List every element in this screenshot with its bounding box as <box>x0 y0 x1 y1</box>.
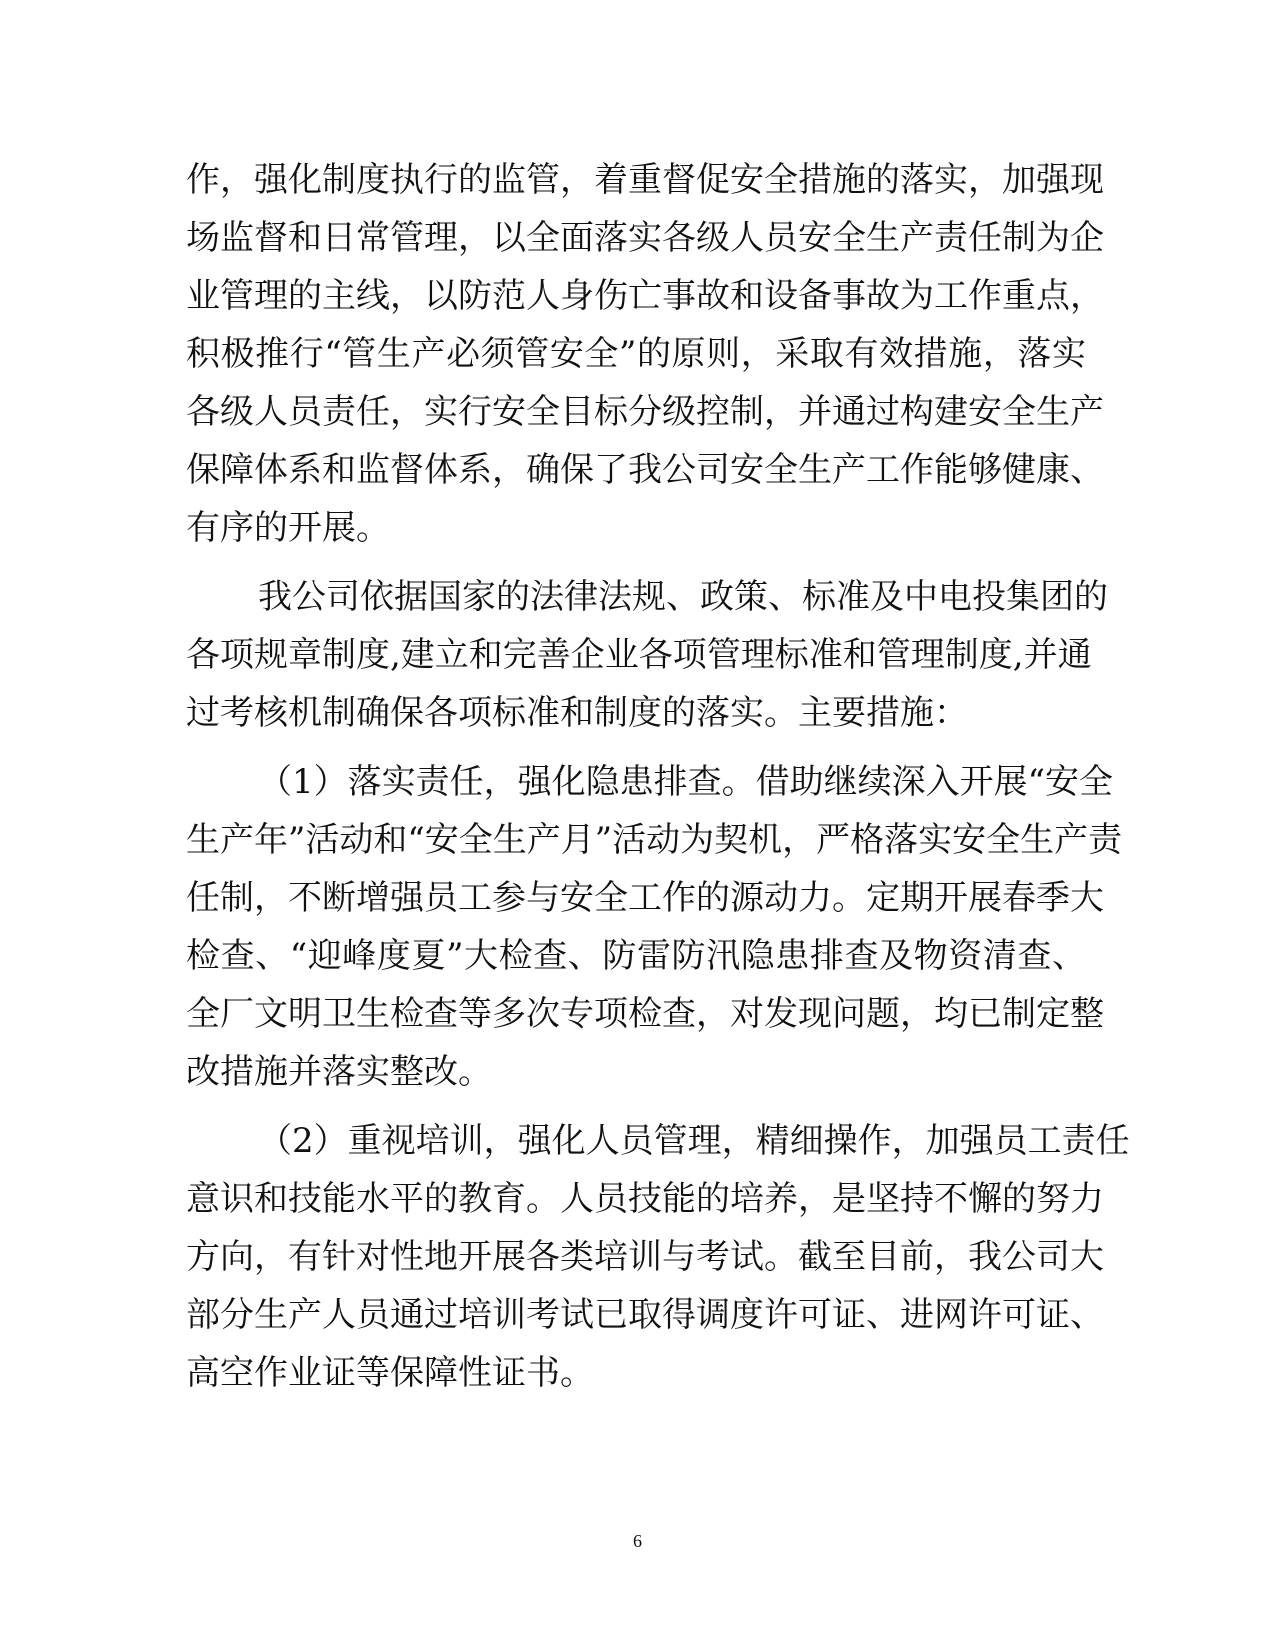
text-line: 意识和技能水平的教育。人员技能的培养，是坚持不懈的努力 <box>186 1179 1104 1219</box>
text-line: （2）重视培训，强化人员管理，精细操作，加强员工责任 <box>258 1121 1130 1161</box>
text-line: 业管理的主线，以防范人身伤亡事故和设备事故为工作重点， <box>186 276 1104 316</box>
text-line: 积极推行“管生产必须管安全”的原则，采取有效措施，落实 <box>186 334 1086 374</box>
page-number: 6 <box>633 1531 642 1551</box>
text-line: 高空作业证等保障性证书。 <box>186 1353 594 1393</box>
text-line: 全厂文明卫生检查等多次专项检查，对发现问题，均已制定整 <box>186 994 1104 1034</box>
text-line: 方向，有针对性地开展各类培训与考试。截至目前，我公司大 <box>186 1237 1104 1277</box>
text-line: 过考核机制确保各项标准和制度的落实。主要措施： <box>186 693 968 733</box>
text-line: （1）落实责任，强化隐患排查。借助继续深入开展“安全 <box>258 762 1114 802</box>
text-line: 生产年”活动和“安全生产月”活动为契机，严格落实安全生产责 <box>186 820 1123 860</box>
text-line: 检查、“迎峰度夏”大检查、防雷防汛隐患排查及物资清查、 <box>186 936 1086 976</box>
text-line: 各级人员责任，实行安全目标分级控制，并通过构建安全生产 <box>186 392 1104 432</box>
text-line: 作，强化制度执行的监管，着重督促安全措施的落实，加强现 <box>186 160 1104 200</box>
text-line: 有序的开展。 <box>186 508 390 548</box>
text-line: 保障体系和监督体系，确保了我公司安全生产工作能够健康、 <box>186 450 1104 490</box>
text-line: 各项规章制度,建立和完善企业各项管理标准和管理制度,并通 <box>186 635 1092 675</box>
text-line: 我公司依据国家的法律法规、政策、标准及中电投集团的 <box>258 577 1108 617</box>
text-line: 改措施并落实整改。 <box>186 1052 492 1092</box>
text-line: 部分生产人员通过培训考试已取得调度许可证、进网许可证、 <box>186 1295 1104 1335</box>
text-line: 任制，不断增强员工参与安全工作的源动力。定期开展春季大 <box>186 878 1104 918</box>
text-line: 场监督和日常管理，以全面落实各级人员安全生产责任制为企 <box>186 218 1104 258</box>
